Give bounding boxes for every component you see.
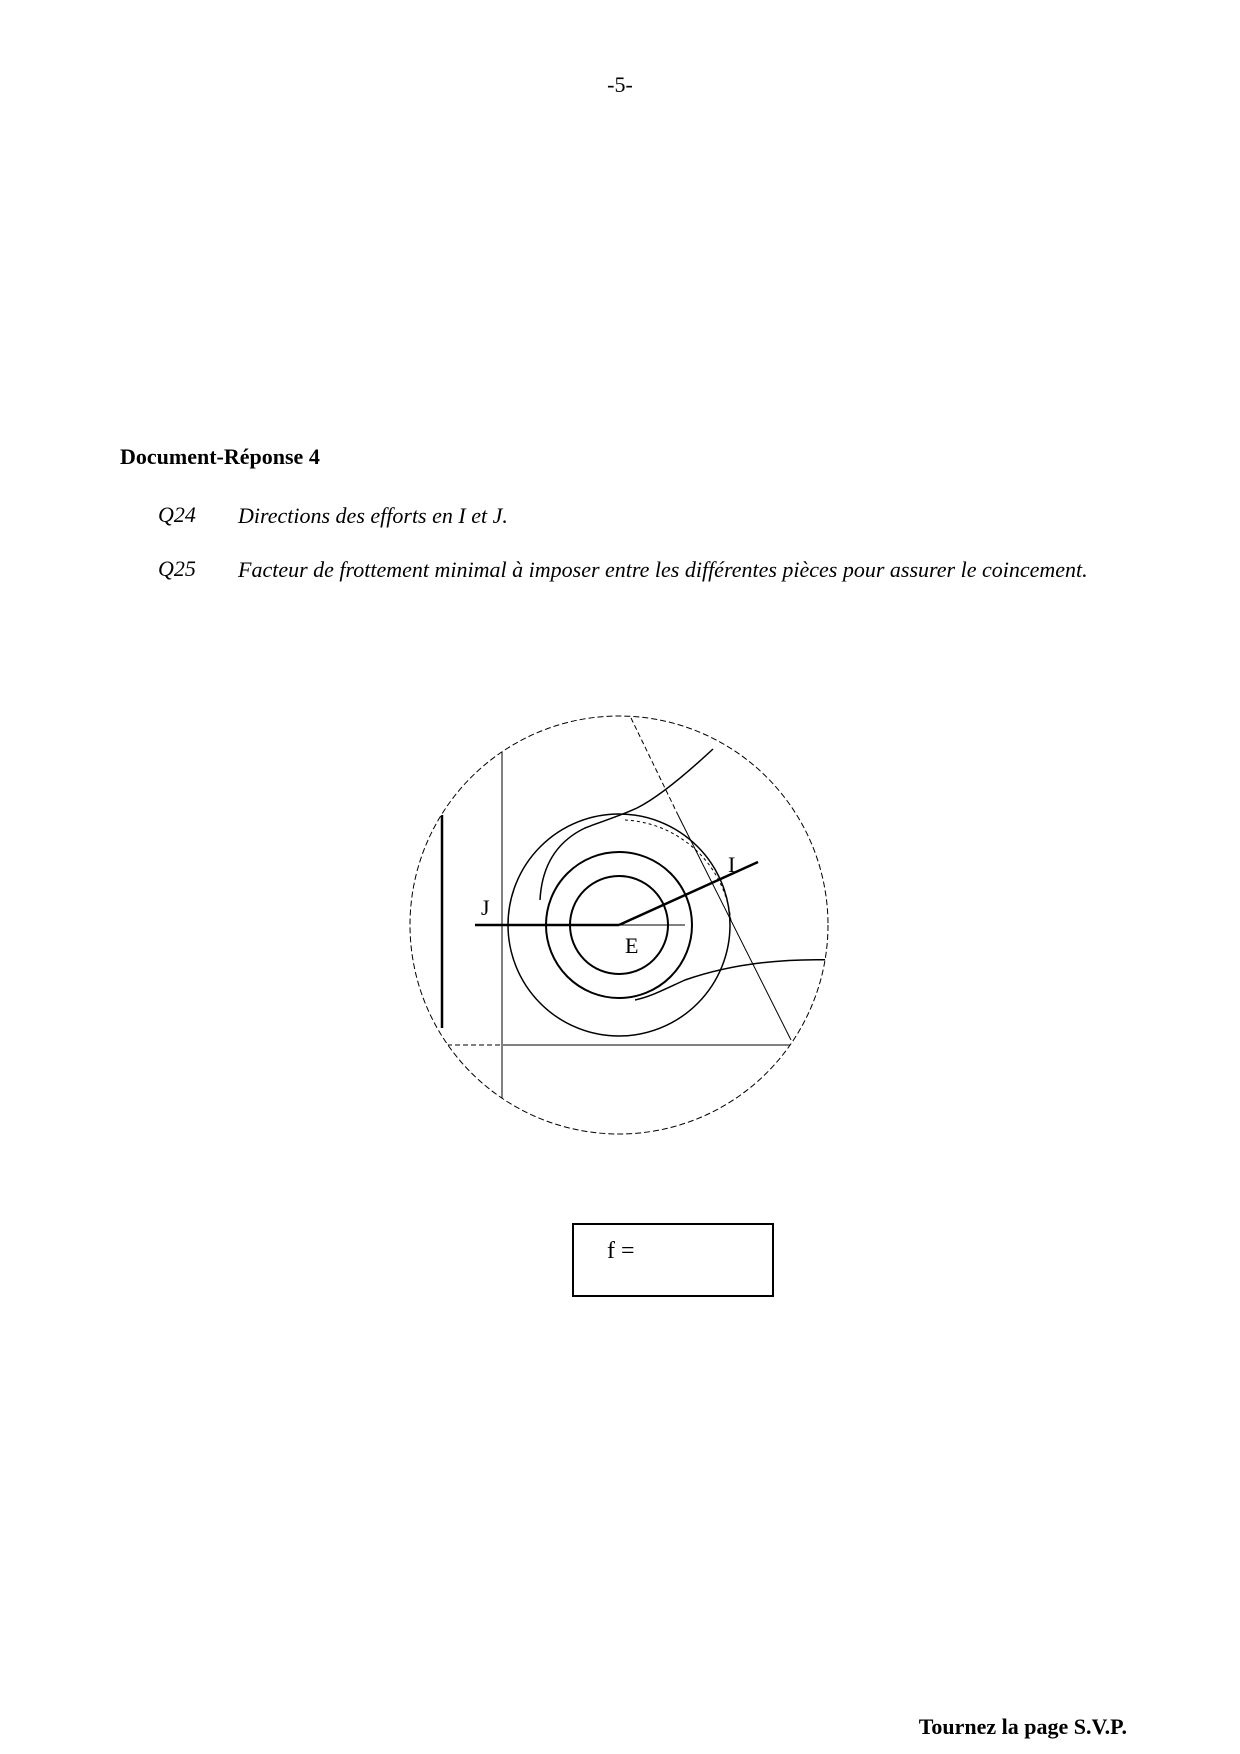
label-E: E: [625, 933, 639, 958]
document-title: Document-Réponse 4: [120, 444, 320, 469]
roller-dashed-arc: [625, 820, 731, 922]
inclined-dashed-line: [631, 718, 678, 815]
question-text-q24: Directions des efforts en I et J.: [238, 503, 508, 528]
label-I: I: [728, 852, 736, 877]
answer-label: f =: [607, 1238, 635, 1264]
label-J: J: [481, 895, 490, 920]
question-label-q25: Q25: [158, 556, 196, 581]
answer-box[interactable]: [572, 1223, 774, 1297]
direction-line-I: [619, 862, 758, 925]
page-number: -5-: [607, 72, 633, 97]
mechanism-figure: [395, 700, 845, 1150]
footer-text: Tournez la page S.V.P.: [918, 1714, 1127, 1739]
question-text-q25: Facteur de frottement minimal à imposer entre les différentes pièces pour assurer le coincement.: [238, 557, 1088, 582]
lower-curve: [635, 960, 835, 1000]
question-label-q24: Q24: [158, 502, 196, 527]
